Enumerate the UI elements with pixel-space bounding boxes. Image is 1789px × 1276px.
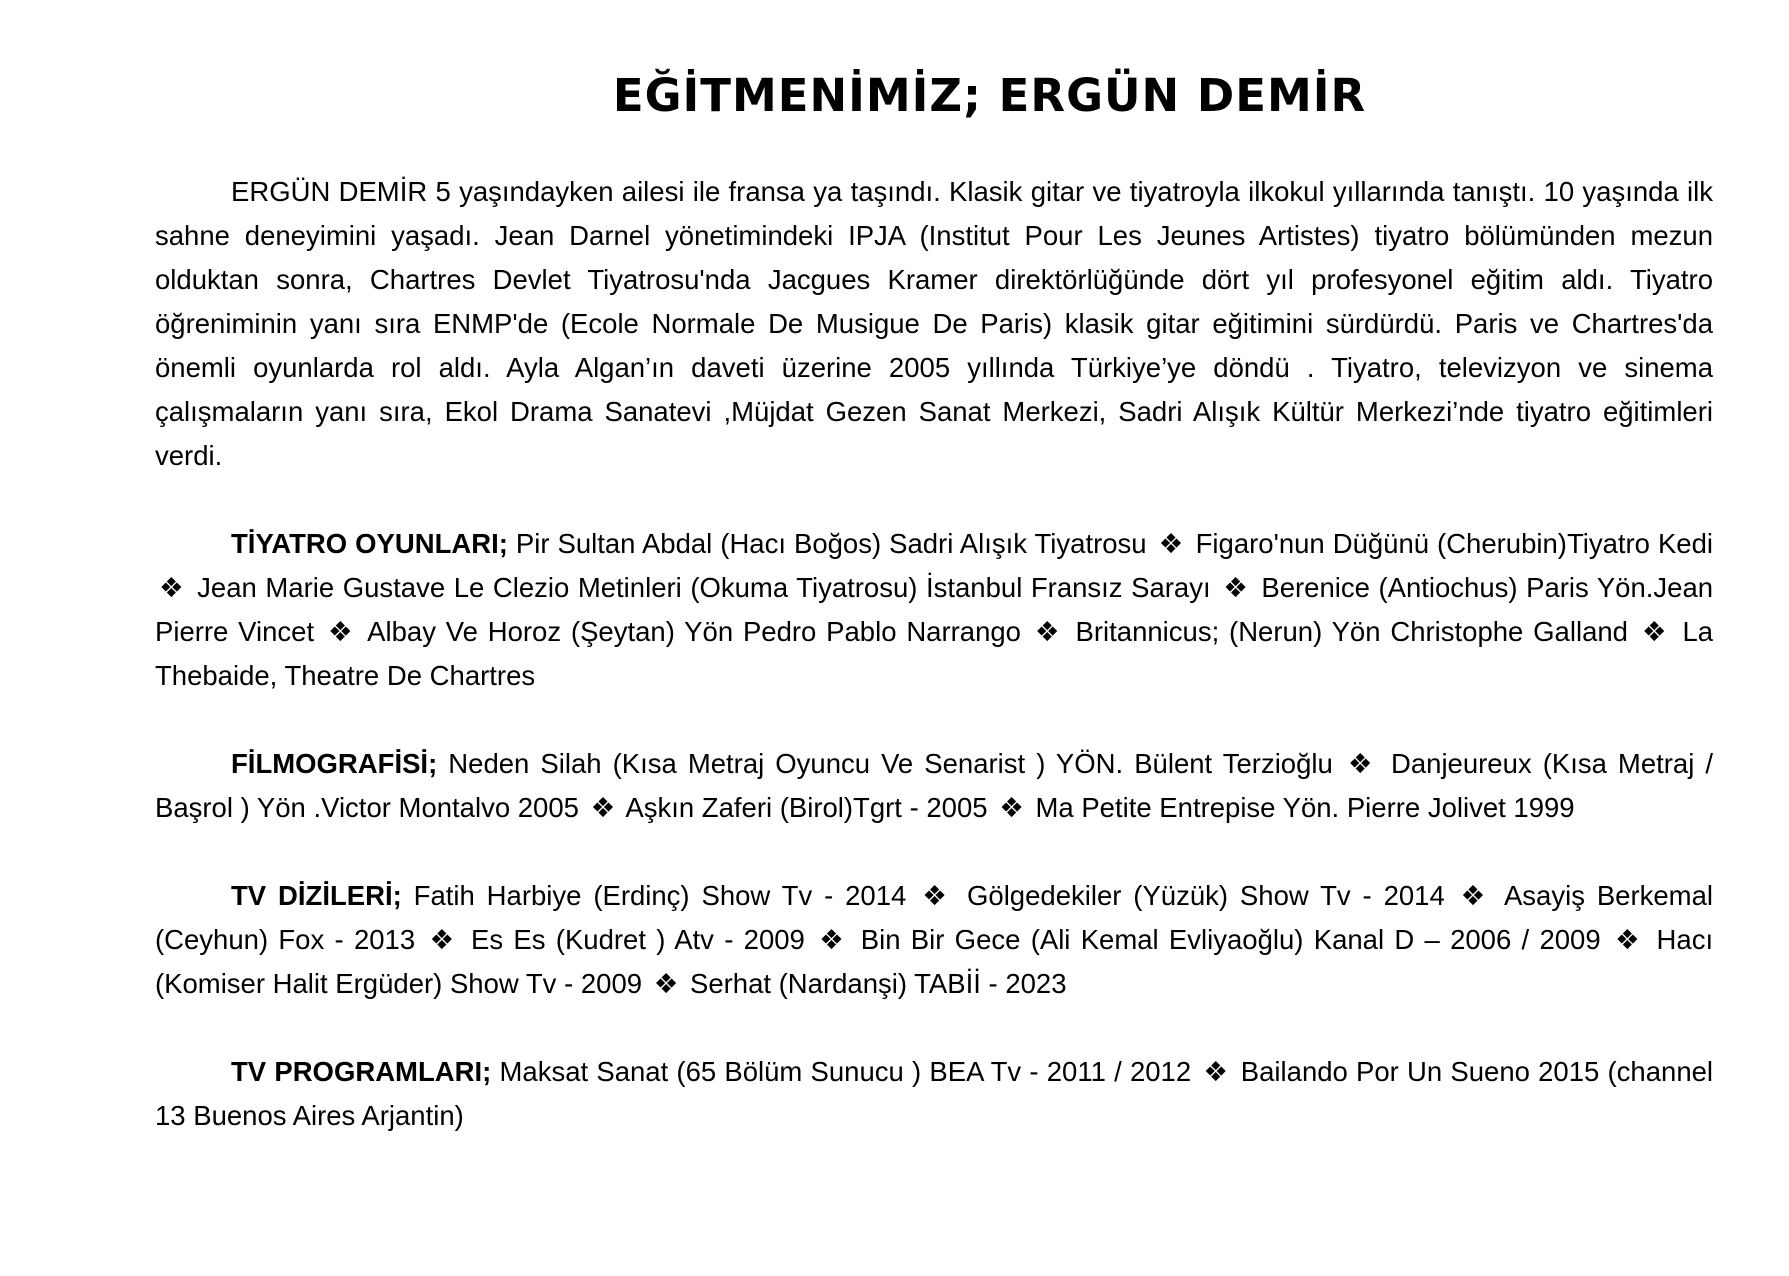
- diamond-separator-icon: ❖: [1641, 616, 1669, 647]
- section-item: Asayiş Berkemal (Ceyhun) Fox - 2013: [155, 880, 1713, 955]
- paragraph-gap: [155, 830, 1713, 874]
- section-label-filmography: FİLMOGRAFİSİ;: [231, 748, 438, 779]
- section-item: Neden Silah (Kısa Metraj Oyuncu Ve Senarist ) YÖN. Bülent Terzioğlu: [448, 748, 1333, 779]
- diamond-separator-icon: ❖: [1347, 748, 1376, 779]
- diamond-separator-icon: ❖: [590, 792, 616, 823]
- document-body: [155, 170, 1713, 1138]
- section-item: Gölgedekiler (Yüzük) Show Tv - 2014: [967, 880, 1445, 911]
- section-item: Albay Ve Horoz (Şeytan) Yön Pedro Pablo Narrango: [367, 616, 1021, 647]
- diamond-separator-icon: ❖: [1034, 616, 1062, 647]
- section-item: Hacı (Komiser Halit Ergüder) Show Tv - 2009: [155, 924, 1714, 999]
- section-item: Fatih Harbiye (Erdinç) Show Tv - 2014: [413, 880, 907, 911]
- section-label-tv-series: TV DİZİLERİ;: [231, 880, 402, 911]
- diamond-separator-icon: ❖: [653, 968, 679, 999]
- section-label-theatre: TİYATRO OYUNLARI;: [231, 528, 508, 559]
- paragraph-gap: [155, 1006, 1713, 1050]
- section-tv-series: [155, 874, 1713, 1006]
- diamond-separator-icon: ❖: [159, 572, 185, 603]
- paragraph-gap: [155, 478, 1713, 522]
- diamond-separator-icon: ❖: [1614, 924, 1643, 955]
- paragraph-gap: [155, 698, 1713, 742]
- section-item: Bailando Por Un Sueno 2015 (channel 13 Buenos Aires Arjantin): [155, 1056, 1714, 1131]
- diamond-separator-icon: ❖: [1203, 1056, 1229, 1087]
- section-item: Es Es (Kudret ) Atv - 2009: [471, 924, 805, 955]
- section-theatre: [155, 522, 1713, 698]
- diamond-separator-icon: ❖: [1158, 528, 1184, 559]
- page-title: EĞİTMENİMİZ; ERGÜN DEMİR: [612, 69, 1367, 122]
- diamond-separator-icon: ❖: [327, 616, 355, 647]
- section-label-tv-programs: TV PROGRAMLARI;: [231, 1056, 492, 1087]
- diamond-separator-icon: ❖: [819, 924, 847, 955]
- section-tv-programs: [155, 1050, 1713, 1138]
- diamond-separator-icon: ❖: [922, 880, 952, 911]
- section-item: Berenice (Antiochus) Paris Yön.Jean Pierre Vincet: [155, 572, 1714, 647]
- section-item: Jean Marie Gustave Le Clezio Metinleri (Okuma Tiyatrosu) İstanbul Fransız Sarayı: [197, 572, 1211, 603]
- diamond-separator-icon: ❖: [999, 792, 1024, 823]
- diamond-separator-icon: ❖: [1223, 572, 1249, 603]
- section-item: Aşkın Zaferi (Birol)Tgrt - 2005: [625, 792, 988, 823]
- section-item: Figaro'nun Düğünü (Cherubin)Tiyatro Kedi: [1195, 528, 1714, 559]
- section-item: La Thebaide, Theatre De Chartres: [155, 616, 1714, 691]
- section-item: Britannicus; (Nerun) Yön Christophe Galland: [1075, 616, 1628, 647]
- section-item: Bin Bir Gece (Ali Kemal Evliyaoğlu) Kanal D – 2006 / 2009: [860, 924, 1601, 955]
- section-item: Maksat Sanat (65 Bölüm Sunucu ) BEA Tv - 2011 / 2012: [499, 1056, 1192, 1087]
- diamond-separator-icon: ❖: [429, 924, 457, 955]
- section-item: Pir Sultan Abdal (Hacı Boğos) Sadri Alışık Tiyatrosu: [515, 528, 1147, 559]
- section-filmography: [155, 742, 1713, 830]
- diamond-separator-icon: ❖: [1460, 880, 1490, 911]
- section-item: Danjeureux (Kısa Metraj / Başrol ) Yön .Victor Montalvo 2005: [155, 748, 1714, 823]
- bio-paragraph: ERGÜN DEMİR 5 yaşındayken ailesi ile fransa ya taşındı. Klasik gitar ve tiyatroyla ilkokul yıllarında tanıştı. 10 yaşında ilk sahne deneyimini yaşadı. Jean Darnel yönetimindeki IPJA (Institut Pour Les Jeunes Artistes) tiyatro bölümünden mezun olduktan sonra, Chartres Devlet Tiyatrosu'nda Jacgues Kramer direktörlüğünde dört yıl profesyonel eğitim aldı. Tiyatro öğreniminin yanı sıra ENMP'de (Ecole Normale De Musigue De Paris) klasik gitar eğitimini sürdürdü. Paris ve Chartres'da önemli oyunlarda rol aldı. Ayla Algan’ın daveti üzerine 2005 yıllında Türkiye’ye döndü . Tiyatro, televizyon ve sinema çalışmaların yanı sıra, Ekol Drama Sanatevi ,Müjdat Gezen Sanat Merkezi, Sadri Alışık Kültür Merkezi’nde tiyatro eğitimleri verdi.: [155, 176, 1713, 471]
- section-item: Ma Petite Entrepise Yön. Pierre Jolivet 1999: [1035, 792, 1575, 823]
- section-item: Serhat (Nardanşi) TABİİ - 2023: [689, 968, 1067, 999]
